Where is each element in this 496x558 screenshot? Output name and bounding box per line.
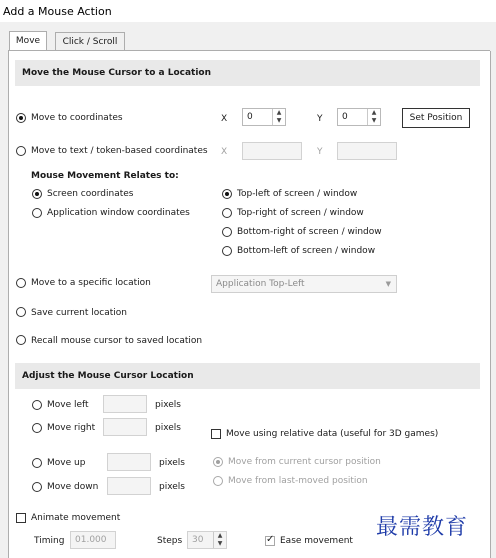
x-label: X [221,114,228,124]
move-section-title: Move the Mouse Cursor to a Location [22,68,212,78]
move-down-label: Move down [47,482,99,492]
steps-value: 30 [192,535,204,545]
move-up-label: Move up [47,458,86,468]
move-right-radio[interactable] [32,423,42,433]
steps-input[interactable] [187,531,227,549]
top-right-label: Top-right of screen / window [237,208,364,218]
specific-location-select[interactable] [211,275,397,293]
x-input[interactable] [242,108,286,126]
coords-label: Move to coordinates [31,113,123,123]
steps-spinner-down-icon[interactable]: ▼ [217,540,223,547]
text-x-label: X [221,147,228,157]
tab-click-scroll[interactable]: Click / Scroll [55,32,125,52]
text-coords-label: Move to text / token-based coordinates [31,146,208,156]
adjust-section-header [15,363,480,389]
y-value: 0 [342,112,348,122]
top-left-radio[interactable] [222,189,232,199]
move-left-input[interactable] [103,395,147,413]
adjust-section-title: Adjust the Mouse Cursor Location [22,371,194,381]
recall-location-label: Recall mouse cursor to saved location [31,336,203,346]
set-position-button[interactable]: Set Position [402,108,470,128]
move-down-radio[interactable] [32,482,42,492]
bottom-left-label: Bottom-left of screen / window [237,246,376,256]
y-label: Y [317,114,323,124]
move-up-units: pixels [159,458,185,468]
timing-value: 01.000 [75,535,107,545]
from-current-label: Move from current cursor position [228,457,381,467]
y-spinner-down-icon[interactable]: ▼ [371,117,377,124]
app-coords-label: Application window coordinates [47,208,190,218]
specific-location-value: Application Top-Left [216,279,305,289]
text-coords-radio[interactable] [16,146,26,156]
relates-header: Mouse Movement Relates to: [31,171,179,181]
x-spinner-down-icon[interactable]: ▼ [276,117,282,124]
tab-move[interactable]: Move [9,31,47,52]
app-coords-radio[interactable] [32,208,42,218]
from-last-label: Move from last-moved position [228,476,368,486]
x-value: 0 [247,112,253,122]
move-down-input[interactable] [107,477,151,495]
text-x-input[interactable] [242,142,302,160]
text-y-label: Y [317,147,323,157]
move-down-units: pixels [159,482,185,492]
y-spinner-up-icon[interactable]: ▲ [371,109,377,116]
relative-data-label: Move using relative data (useful for 3D games) [226,429,439,439]
title-bar [0,0,496,22]
move-left-units: pixels [155,400,181,410]
chevron-down-icon: ▼ [385,280,391,288]
timing-label: Timing [34,536,65,546]
top-left-label: Top-left of screen / window [237,189,358,199]
ease-label: Ease movement [280,536,353,546]
watermark-logo: 最需教育 [376,515,469,540]
x-spinner-up-icon[interactable]: ▲ [276,109,282,116]
x-spinner[interactable] [272,109,285,125]
move-left-label: Move left [47,400,89,410]
y-input[interactable] [337,108,381,126]
bottom-left-radio[interactable] [222,246,232,256]
window-title: Add a Mouse Action [3,5,112,18]
from-last-radio[interactable] [213,476,223,486]
steps-label: Steps [157,536,183,546]
move-up-radio[interactable] [32,458,42,468]
screen-coords-radio[interactable] [32,189,42,199]
recall-location-radio[interactable] [16,335,26,345]
text-y-input[interactable] [337,142,397,160]
relative-data-checkbox[interactable] [211,429,221,439]
bottom-right-radio[interactable] [222,227,232,237]
move-section-header [15,60,480,86]
steps-spinner-up-icon[interactable]: ▲ [217,532,223,539]
y-spinner[interactable] [367,109,380,125]
timing-input[interactable] [70,531,116,549]
animate-checkbox[interactable] [16,513,26,523]
move-left-radio[interactable] [32,400,42,410]
top-right-radio[interactable] [222,208,232,218]
move-right-label: Move right [47,423,96,433]
move-right-input[interactable] [103,418,147,436]
animate-label: Animate movement [31,513,121,523]
move-up-input[interactable] [107,453,151,471]
move-right-units: pixels [155,423,181,433]
from-current-radio[interactable] [213,457,223,467]
ease-checkbox[interactable] [265,536,275,546]
coords-radio[interactable] [16,113,26,123]
save-location-radio[interactable] [16,307,26,317]
save-location-label: Save current location [31,308,127,318]
specific-location-radio[interactable] [16,278,26,288]
steps-spinner[interactable] [213,532,226,548]
specific-location-label: Move to a specific location [31,278,151,288]
bottom-right-label: Bottom-right of screen / window [237,227,382,237]
screen-coords-label: Screen coordinates [47,189,134,199]
